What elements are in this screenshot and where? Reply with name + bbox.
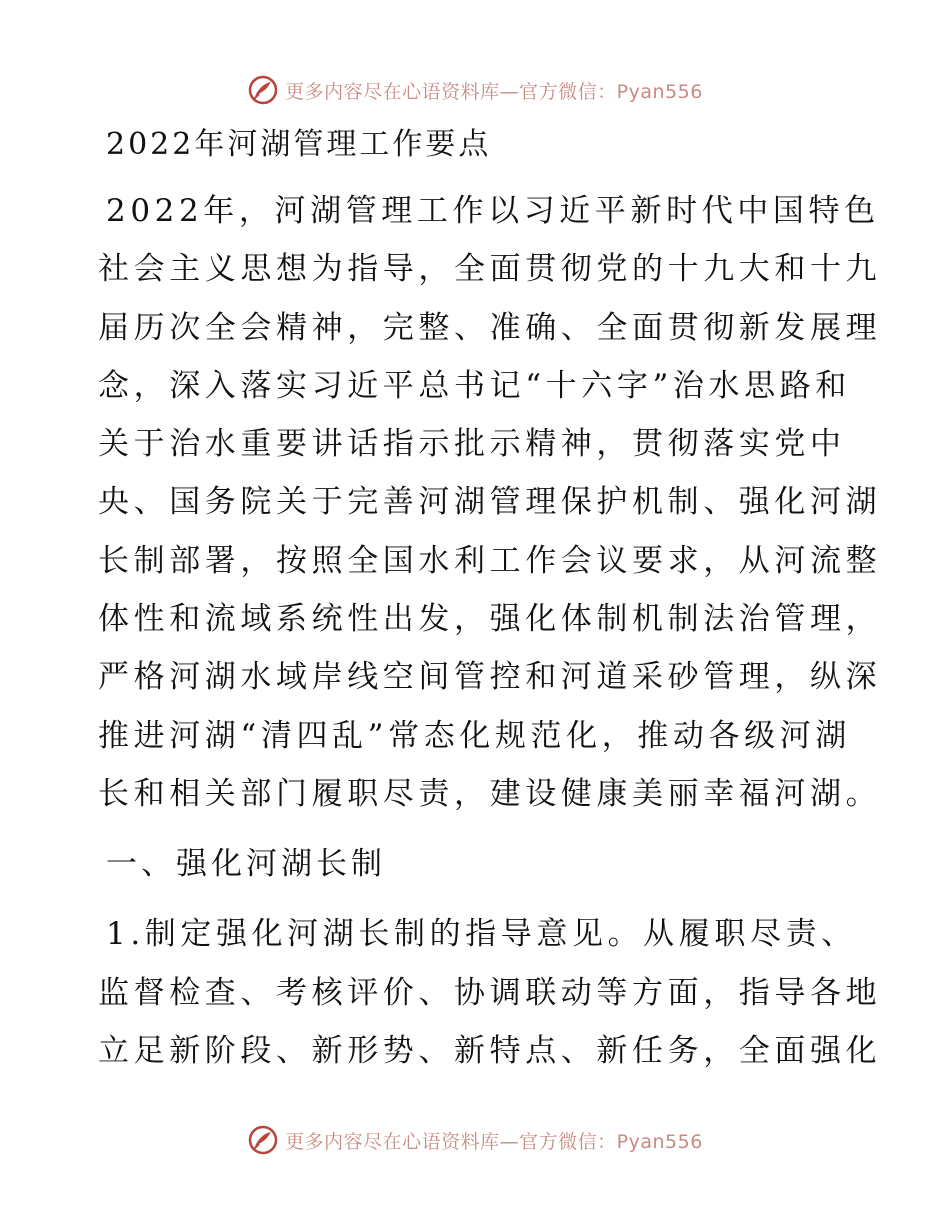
intro-line: 2022年，河湖管理工作以习近平新时代中国特色 — [106, 193, 880, 229]
intro-line: 届历次全会精神，完整、准确、全面贯彻新发展理 — [98, 309, 882, 346]
intro-line: 体性和流域系统性出发，强化体制机制法治管理， — [98, 601, 882, 638]
watermark-banner-bottom — [0, 1120, 950, 1160]
intro-line: 社会主义思想为指导，全面贯彻党的十九大和十九 — [98, 251, 882, 288]
intro-line: 严格河湖水域岸线空间管控和河道采砂管理，纵深 — [98, 659, 882, 696]
item-paragraph — [98, 905, 882, 1080]
section-heading: 一、强化河湖长制 — [106, 846, 386, 883]
intro-line: 推进河湖“清四乱”常态化规范化，推动各级河湖 — [98, 717, 851, 754]
document-body — [98, 118, 882, 1080]
intro-paragraph — [98, 182, 882, 823]
watermark-text-bottom: 更多内容尽在心语资料库—官方微信：Pyan556 — [285, 1130, 703, 1153]
document-title: 2022年河湖管理工作要点 — [106, 127, 492, 162]
item-line: 1.制定强化河湖长制的指导意见。从履职尽责、 — [106, 916, 857, 953]
watermark-text-top: 更多内容尽在心语资料库—官方微信：Pyan556 — [285, 80, 703, 103]
watermark-banner-top — [0, 70, 950, 110]
intro-line: 长和相关部门履职尽责，建设健康美丽幸福河湖。 — [98, 775, 882, 812]
intro-line: 念，深入落实习近平总书记“十六字”治水思路和 — [98, 367, 851, 404]
item-line: 立足新阶段、新形势、新特点、新任务，全面强化 — [98, 1032, 882, 1069]
logo-icon — [247, 1124, 279, 1156]
item-line: 监督检查、考核评价、协调联动等方面，指导各地 — [98, 974, 882, 1011]
intro-line: 长制部署，按照全国水利工作会议要求，从河流整 — [98, 542, 882, 579]
intro-line: 关于治水重要讲话指示批示精神，贯彻落实党中 — [98, 426, 846, 463]
logo-icon — [247, 74, 279, 106]
intro-line: 央、国务院关于完善河湖管理保护机制、强化河湖 — [98, 484, 882, 521]
